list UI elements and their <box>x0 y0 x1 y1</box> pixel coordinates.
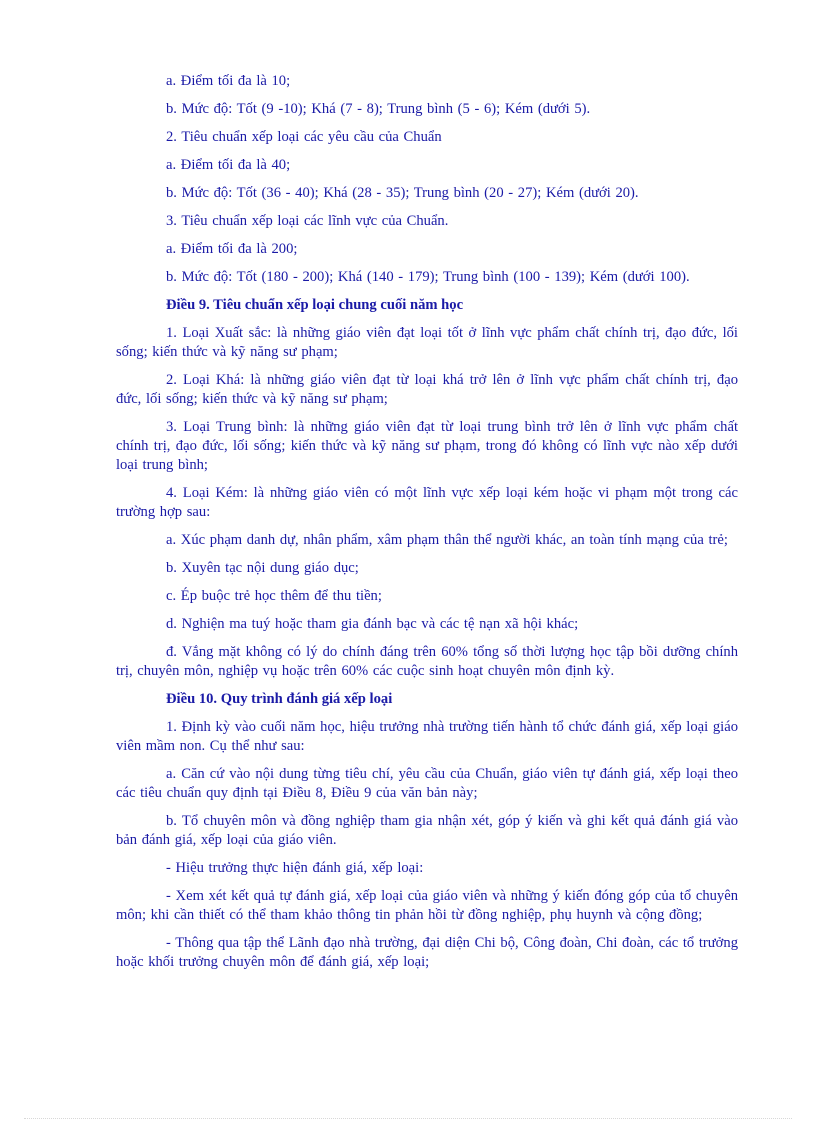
text-line: b. Mức độ: Tốt (36 - 40); Khá (28 - 35); Trung bình (20 - 27); Kém (dưới 20). <box>166 185 639 201</box>
text-line: a. Điểm tối đa là 40; <box>166 157 291 173</box>
text-line: a. Điểm tối đa là 200; <box>166 241 298 257</box>
text-line: 2. Tiêu chuẩn xếp loại các yêu cầu của Chuẩn <box>166 129 442 145</box>
paragraph: - Xem xét kết quả tự đánh giá, xếp loại của giáo viên và những ý kiến đóng góp của tổ chuyên môn; khi cần thiết có thể tham khảo thông tin phản hồi từ đồng nghiệp, phụ huynh và cộng đồng; <box>116 888 738 923</box>
document-page <box>116 72 738 981</box>
paragraph: a. Xúc phạm danh dự, nhân phẩm, xâm phạm thân thể người khác, an toàn tính mạng của trẻ; <box>166 532 728 548</box>
paragraph: a. Căn cứ vào nội dung từng tiêu chí, yêu cầu của Chuẩn, giáo viên tự đánh giá, xếp loại theo các tiêu chuẩn quy định tại Điều 8, Điều 9 của văn bản này; <box>116 766 738 801</box>
paragraph: 2. Loại Khá: là những giáo viên đạt từ loại khá trở lên ở lĩnh vực phẩm chất chính trị, đạo đức, lối sống; kiến thức và kỹ năng sư phạm; <box>116 372 738 407</box>
section-heading: Điều 10. Quy trình đánh giá xếp loại <box>166 691 393 707</box>
paragraph: 4. Loại Kém: là những giáo viên có một lĩnh vực xếp loại kém hoặc vi phạm một trong các trường hợp sau: <box>116 485 738 520</box>
text-line: 3. Tiêu chuẩn xếp loại các lĩnh vực của Chuẩn. <box>166 213 449 229</box>
text-line: c. Ép buộc trẻ học thêm để thu tiền; <box>166 588 382 604</box>
paragraph: đ. Vắng mặt không có lý do chính đáng trên 60% tổng số thời lượng học tập bồi dưỡng chính trị, chuyên môn, nghiệp vụ hoặc trên 60% các cuộc sinh hoạt chuyên môn định kỳ. <box>116 644 738 679</box>
text-line: b. Mức độ: Tốt (180 - 200); Khá (140 - 179); Trung bình (100 - 139); Kém (dưới 100). <box>166 269 690 285</box>
paragraph: - Thông qua tập thể Lãnh đạo nhà trường, đại diện Chi bộ, Công đoàn, Chi đoàn, các tổ trưởng hoặc khối trưởng chuyên môn để đánh giá, xếp loại; <box>116 935 738 970</box>
paragraph: b. Tổ chuyên môn và đồng nghiệp tham gia nhận xét, góp ý kiến và ghi kết quả đánh giá vào bản đánh giá, xếp loại của giáo viên. <box>116 813 738 848</box>
text-line: - Hiệu trưởng thực hiện đánh giá, xếp loại: <box>166 860 424 876</box>
paragraph: 3. Loại Trung bình: là những giáo viên đạt từ loại trung bình trở lên ở lĩnh vực phẩm chất chính trị, đạo đức, lối sống; kiến thức và kỹ năng sư phạm, trong đó không có lĩnh vực nào xếp dưới loại trung bình; <box>116 419 738 473</box>
text-line: b. Mức độ: Tốt (9 -10); Khá (7 - 8); Trung bình (5 - 6); Kém (dưới 5). <box>166 101 591 117</box>
text-line: b. Xuyên tạc nội dung giáo dục; <box>166 560 359 576</box>
text-line: d. Nghiện ma tuý hoặc tham gia đánh bạc và các tệ nạn xã hội khác; <box>166 616 579 632</box>
page-bottom-divider <box>24 1118 792 1119</box>
section-heading: Điều 9. Tiêu chuẩn xếp loại chung cuối năm học <box>166 297 464 313</box>
text-line: a. Điểm tối đa là 10; <box>166 73 291 89</box>
paragraph: 1. Định kỳ vào cuối năm học, hiệu trưởng nhà trường tiến hành tổ chức đánh giá, xếp loại giáo viên mầm non. Cụ thể như sau: <box>116 719 738 754</box>
paragraph: 1. Loại Xuất sắc: là những giáo viên đạt loại tốt ở lĩnh vực phẩm chất chính trị, đạo đức, lối sống; kiến thức và kỹ năng sư phạm; <box>116 325 738 360</box>
